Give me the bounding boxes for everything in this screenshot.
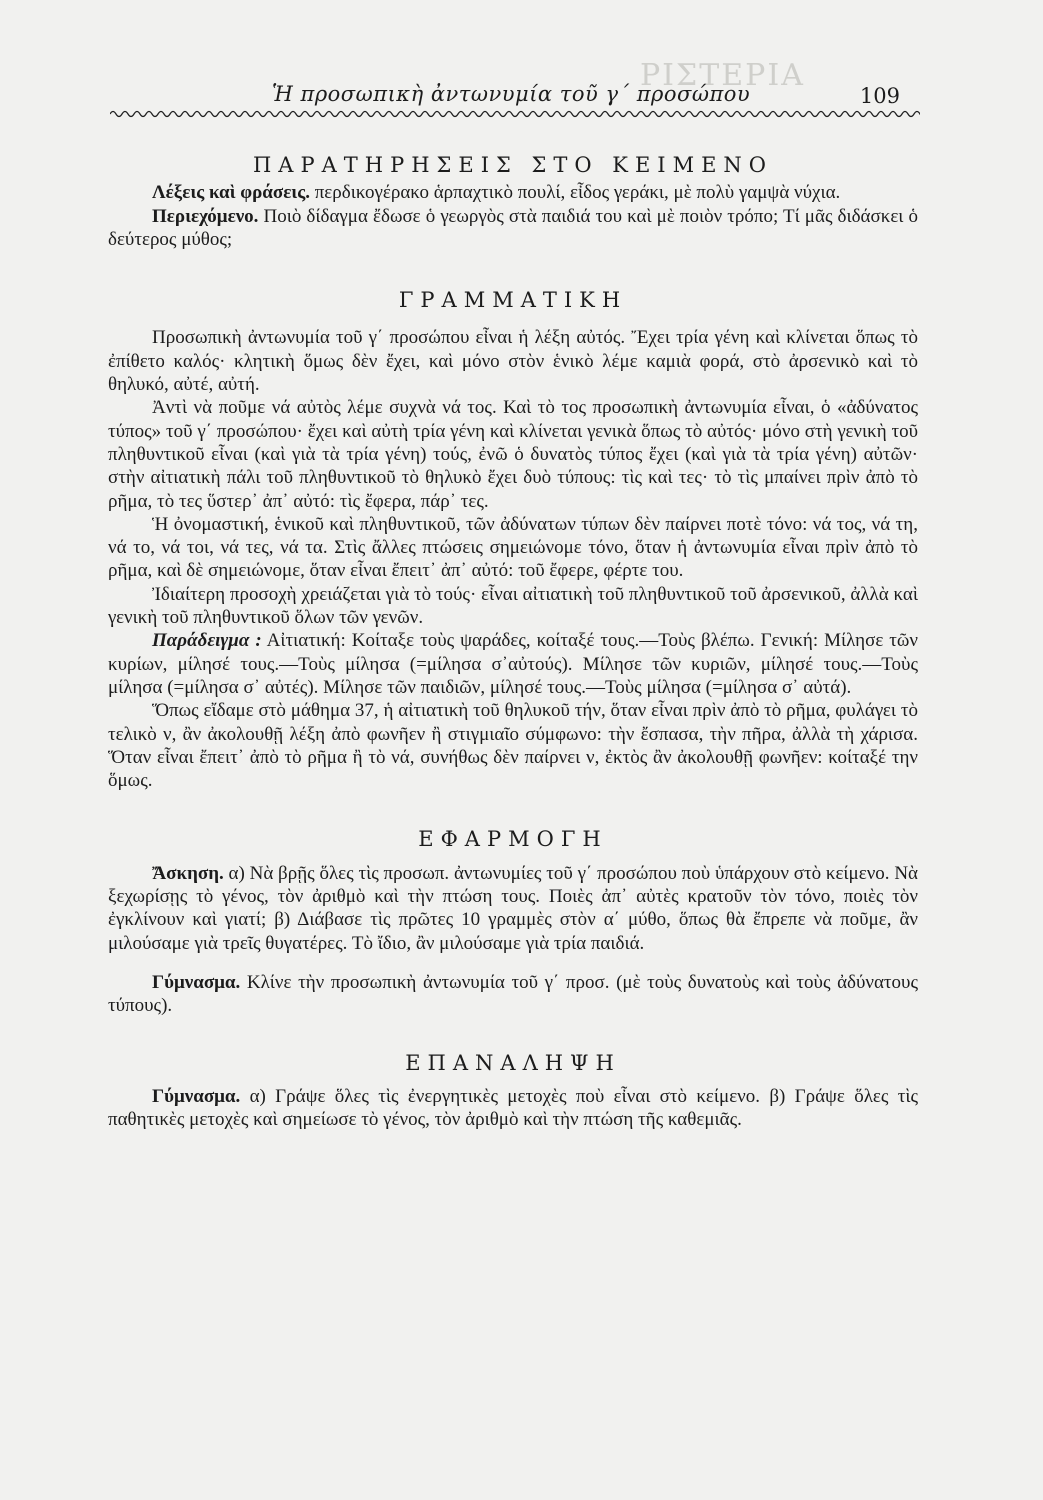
review-gym-paragraph (108, 1085, 918, 1132)
page-number: 109 (859, 84, 900, 108)
grammar-paragraph-5: Ὅπως εἴδαμε στὸ μάθημα 37, ἡ αἰτιατικὴ τοῦ θηλυκοῦ τήν, ὅταν εἶναι πρὶν ἀπὸ τὸ ρῆμα, φυλάγει τὸ τελικὸ ν, ἂν ἀκολουθῇ λέξη ἀπὸ φωνῆεν ἢ στιγμιαῖο σύμφωνο: τὴν ἔσπασα, τὴν πῆρα, ἀλλὰ τὴ χάρισα. Ὅταν εἶναι ἔπειτ᾿ ἀπὸ τὸ ρῆμα ἢ τὸ νά, συνήθως δὲν παίρνει ν, ἐκτὸς ἂν ἀκολουθῇ φωνῆεν: κοίταξέ την ὅμως. (108, 700, 918, 792)
example-paragraph (108, 629, 918, 699)
grammar-heading: ΓΡΑΜΜΑΤΙΚΗ (398, 288, 628, 313)
example-label: Παράδειγμα : (152, 630, 262, 652)
wavy-rule (110, 106, 920, 122)
grammar-paragraph-2: Ἀντὶ νὰ ποῦμε νά αὐτὸς λέμε συχνὰ νά τος. Καὶ τὸ τος προσωπικὴ ἀντωνυμία εἶναι, ὁ «ἀδύνατος τύπος» τοῦ γ΄ προσώπου· ἔχει καὶ αὐτὴ τρία γένη καὶ κλίνεται γενικὰ ὅπως τὸ αὐτός· μόνο στὴ γενικὴ τοῦ πληθυντικοῦ εἶναι (καὶ γιὰ τὰ τρία γένη) τούς, ἐνῶ ὁ δυνατὸς τύπος ἔχει (καὶ γιὰ τὰ τρία γένη) αὐτῶν· στὴν αἰτιατικὴ πάλι τοῦ πληθυντικοῦ τὸ θηλυκὸ ἔχει δυὸ τύπους: τὶς καὶ τες· τὸ τὶς μπαίνει πρὶν ἀπὸ τὸ ρῆμα, τὸ τες ὕστερ᾿ ἀπ᾿ αὐτό: τὶς ἔφερα, πάρ᾿ τες. (108, 397, 918, 512)
exercise-label: Ἄσκηση. (152, 862, 224, 884)
running-head: Ἡ προσωπικὴ ἀντωνυμία τοῦ γ΄ προσώπου (272, 82, 751, 106)
review-gym-label: Γύμνασμα. (152, 1085, 241, 1107)
review-heading: ΕΠΑΝΑΛΗΨΗ (405, 1050, 621, 1075)
words-label: Λέξεις καὶ φράσεις. (152, 182, 310, 204)
example-text: Αἰτιατική: Κοίταξε τοὺς ψαράδες, κοίταξέ τους.—Τοὺς βλέπω. Γενική: Μίλησε τῶν κυρίων, μίλησέ τους.—Τοὺς μίλησα (=μίλησα σ᾿αὐτούς). Μίλησε τῶν κυριῶν, μίλησέ τους.—Τοὺς μίλησα (=μίλησα σ᾿ αὐτές). Μίλησε τῶν παιδιῶν, μίλησέ τους.—Τοὺς μίλησα (=μίλησα σ᾿ αὐτά). (108, 630, 919, 698)
observations-heading: ΠΑΡΑΤΗΡΗΣΕΙΣ ΣΤΟ ΚΕΙΜΕΝΟ (252, 153, 774, 177)
application-gym-text: Κλίνε τὴν προσωπικὴ ἀντωνυμία τοῦ γ΄ προσ. (μὲ τοὺς δυνατοὺς καὶ τοὺς ἀδύνατους τύπους). (108, 971, 918, 1017)
exercise-paragraph (108, 862, 918, 955)
grammar-paragraph-4: Ἰδιαίτερη προσοχὴ χρειάζεται γιὰ τὸ τούς· εἶναι αἰτιατικὴ τοῦ πληθυντικοῦ τοῦ ἀρσενικοῦ, ἀλλὰ καὶ γενικὴ τοῦ πληθυντικοῦ ὅλων τῶν γενῶν. (108, 583, 918, 629)
content-text: Ποιὸ δίδαγμα ἔδωσε ὁ γεωργὸς στὰ παιδιά του καὶ μὲ ποιὸν τρόπο; Τί μᾶς διδάσκει ὁ δεύτερος μύθος; (108, 205, 918, 250)
words-text: περδικογέρακο ἁρπαχτικὸ πουλί, εἶδος γεράκι, μὲ πολὺ γαμψὰ νύχια. (314, 182, 841, 204)
words-paragraph (108, 181, 918, 204)
grammar-paragraph-3: Ἡ ὀνομαστική, ἑνικοῦ καὶ πληθυντικοῦ, τῶν ἀδύνατων τύπων δὲν παίρνει ποτὲ τόνο: νά τος, νά τη, νά το, νά τοι, νά τες, νά τα. Στὶς ἄλλες πτώσεις σημειώνομε τόνο, ὅταν ἡ ἀντωνυμία εἶναι πρὶν ἀπὸ τὸ ρῆμα, καὶ δὲ σημειώνομε, ὅταν εἶναι ἔπειτ᾿ ἀπ᾿ αὐτό: τοῦ ἔφερε, φέρτε του. (108, 513, 918, 582)
page-content (108, 148, 918, 1131)
application-heading: ΕΦΑΡΜΟΓΗ (418, 827, 608, 852)
review-gym-text: α) Γράψε ὅλες τὶς ἐνεργητικὲς μετοχὲς ποὺ εἶναι στὸ κείμενο. β) Γράψε ὅλες τὶς παθητικὲς μετοχὲς καὶ σημείωσε τὸ γένος, τὸν ἀριθμὸ καὶ τὴν πτώση τῆς καθεμιᾶς. (108, 1085, 918, 1131)
page-header (110, 82, 920, 122)
application-gym-label: Γύμνασμα. (152, 971, 241, 993)
application-gym-paragraph (108, 971, 918, 1018)
content-label: Περιεχόμενο. (152, 205, 259, 227)
grammar-paragraph-1: Προσωπικὴ ἀντωνυμία τοῦ γ΄ προσώπου εἶναι ἡ λέξη αὐτός. Ἔχει τρία γένη καὶ κλίνεται ὅπως τὸ ἐπίθετο καλός· κλητικὴ ὅμως δὲν ἔχει, καὶ μόνο στὸν ἑνικὸ λέμε καμιὰ φορά, στὸ ἀρσενικὸ καὶ τὸ θηλυκό, αὐτέ, αὐτή. (108, 327, 918, 396)
exercise-text: α) Νὰ βρῇς ὅλες τὶς προσωπ. ἀντωνυμίες τοῦ γ΄ προσώπου ποὺ ὑπάρχουν στὸ κείμενο. Νὰ ξεχωρίσῃς τὸ γένος, τὸν ἀριθμὸ καὶ τὴν πτώση τους. Ποιὲς ἀπ᾿ αὐτὲς κρατοῦν τὸν τόνο, ποιὲς τὸν ἐγκλίνουν καὶ γιατί; β) Διάβασε τὶς πρῶτες 10 γραμμὲς στὸν α΄ μύθο, ὅπως θὰ ἔπρεπε νὰ ποῦμε, ἂν μιλούσαμε γιὰ τρεῖς θυγατέρες. Τὸ ἴδιο, ἂν μιλούσαμε γιὰ τρία παιδιά. (108, 862, 919, 954)
bleed-through-text: ΡΙΣΤΕΡΙΑ (640, 58, 805, 93)
content-paragraph (108, 205, 918, 252)
